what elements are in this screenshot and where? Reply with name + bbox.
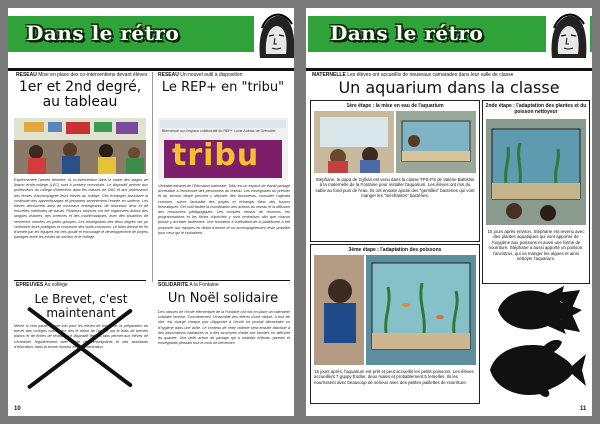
article4-rule — [158, 280, 290, 281]
step2-text: 15 jours après environ, Stéphane est revenu avec des plantes aquatiques qui vont apporter de l'oxygène aux poissons et aussi une forme de nourriture. Stéphane a aussi apporté un poisson, l'ancistrus, qui va manger les algues et ainsi nettoyer l'aquarium. — [487, 229, 585, 262]
step3-photo — [314, 255, 476, 365]
step2-title: 2nde étape : l'adaptation des plantes et du poisson nettoyeur — [485, 103, 587, 115]
article1-body: Expérimentée l'année dernière, la co-intervention dans le cadre des stages de liaison école-collège (LEC) sont à présent reconduits. Le dispositif permet aux professeurs du collège d'intervenir dans les classes de CM2 et aux professeurs des écoles d'accompagner leurs élèves au collège. Ces échanges favorisent la continuité des apprentissages et préparent sereinement l'entrée en sixième. Les élèves découvrent ainsi de nouveaux enseignants, de nouveaux lieux et de nouvelles méthodes de travail. Plusieurs séances ont été organisées autour des langues vivantes, des sciences et des mathématiques, avec des situations de recherche menées en petits groupes. Les enseignants des deux degrés ont pu confronter leurs pratiques et construire des outils communs. Le bilan dressé en fin d'année par les équipes est très positif et encourage le développement de projets partagés entre les écoles du secteur et le collège. — [14, 178, 148, 240]
page-number: 10 — [14, 406, 21, 412]
left-page — [8, 8, 294, 416]
article4-kicker: SOLIDARITE A la Fontaine — [158, 282, 219, 288]
banner-title: Dans le rétro — [26, 21, 180, 45]
banner-title: Dans le rétro — [330, 21, 484, 45]
tribu-screenshot — [158, 118, 288, 180]
article2-headline: Le REP+ en "tribu" — [161, 80, 285, 95]
step3-text: 15 jours après, l'aquarium est prêt et peut accueillir les petits poissons. Les élèves accueillent 7 guppy Endler, deux males et probablement 5 femelles. Ils les nourrissent avec beaucoup de sérieux avec des petites paillettes de nourriture. — [314, 369, 474, 385]
article3-kicker: EPREUVES Au collège — [16, 282, 68, 288]
step1-box — [310, 100, 480, 242]
article1-headline: 1er et 2nd degré, au tableau — [18, 79, 142, 111]
page-kicker: MATERNELLE Les élèves ont accueillis de nouveaux camarades dans leur salle de classe — [312, 72, 514, 78]
page-number: 11 — [580, 406, 587, 412]
article1-kicker: RESEAU Mise en place des co-interventions devant élèves — [16, 72, 148, 78]
portrait-illustration — [254, 8, 294, 60]
fish-silhouette-icon — [486, 338, 590, 402]
article4-body: Des classes de l'école élémentaire de la Fontaine ont mis en place un calendrier solidaire inversé. Concrètement, l'ensemble des élèves d'une classe, à tour de rôle, est chargé chaque jour d'apporter à l'école un produit alimentaire ou d'hygiène dans une boîte. Le contenu de cette collecte sera ensuite distribué à des associations caritatives et à des structures d'aide aux familles en difficulté du quartier. Une belle action de partage qui a mobilisé enfants, parents et enseignants pendant tout le mois de décembre. — [158, 310, 290, 346]
step2-photo — [486, 119, 586, 225]
article2-body: Véritable intranet de l'Éducation nationale, Tribu est un espace de travail partagé accessible à l'ensemble des personnels du réseau. Les enseignants du premier et du second degré peuvent y déposer des documents, consulter l'agenda commun, suivre l'actualité des projets et échanger dans des forums thématiques. Cet outil facilite la coordination des actions du réseau et la diffusion des ressources pédagogiques. Les comptes rendus de réunions, les programmations et les fiches d'activités y sont centralisés afin que chacun puisse y accéder facilement. Une formation à l'utilisation de la plateforme a été proposée aux équipes en début d'année et un accompagnement reste possible pour ceux qui le souhaitent. — [158, 184, 290, 235]
banner — [8, 16, 256, 52]
step1-text: Stéphane, le papa de Gyllian est venu dans la classe TPS-PS de Valérie Battistini à la maternelle de la Fontaine pour installer l'aquarium. Les élèves ont mis du sable au fond puis de l'eau. Ils ont ensuite ajouté des "gentilles" bactéries qui vont manger les "méchantes" bactéries. — [315, 177, 475, 199]
article3-body: Même si cela paraît encore loin pour les élèves de troisième, la préparation du brevet des collèges commence dès le début de l'année par le biais de brevets blancs et de fiches de révision. Le dispositif devoirs faits permet aux élèves de s'entraîner régulièrement avec l'aide des enseignants et des assistants d'éducation, dans la bonne humeur et la concentration. — [14, 324, 148, 349]
right-page — [306, 8, 592, 416]
article3-rule — [14, 280, 146, 281]
portrait-illustration — [546, 8, 590, 60]
classroom-photo — [14, 118, 146, 174]
step2-box — [482, 100, 590, 284]
tribu-caption: Bienvenue sur l'espace collaboratif du REP+ Lucie Aubrac de Grenoble — [162, 129, 276, 133]
page-headline: Un aquarium dans la classe — [338, 78, 560, 97]
article4-headline: Un Noël solidaire — [167, 291, 279, 306]
header-rule — [8, 68, 294, 71]
tribu-logo: tribu — [172, 138, 260, 173]
step1-title: 1ère étape : la mise en eau de l'aquarium — [346, 103, 444, 109]
step3-title: 3ème étape : l'adaptation des poissons — [348, 247, 442, 253]
fish-silhouette-icon — [490, 284, 588, 336]
step1-photo — [314, 111, 476, 173]
article3-headline: Le Brevet, c'est maintenant — [34, 292, 128, 320]
column-divider — [152, 72, 153, 282]
step3-box — [310, 244, 480, 404]
article2-kicker: RESEAU Un nouvel outil à disposition — [158, 72, 243, 78]
header-rule — [306, 68, 592, 71]
